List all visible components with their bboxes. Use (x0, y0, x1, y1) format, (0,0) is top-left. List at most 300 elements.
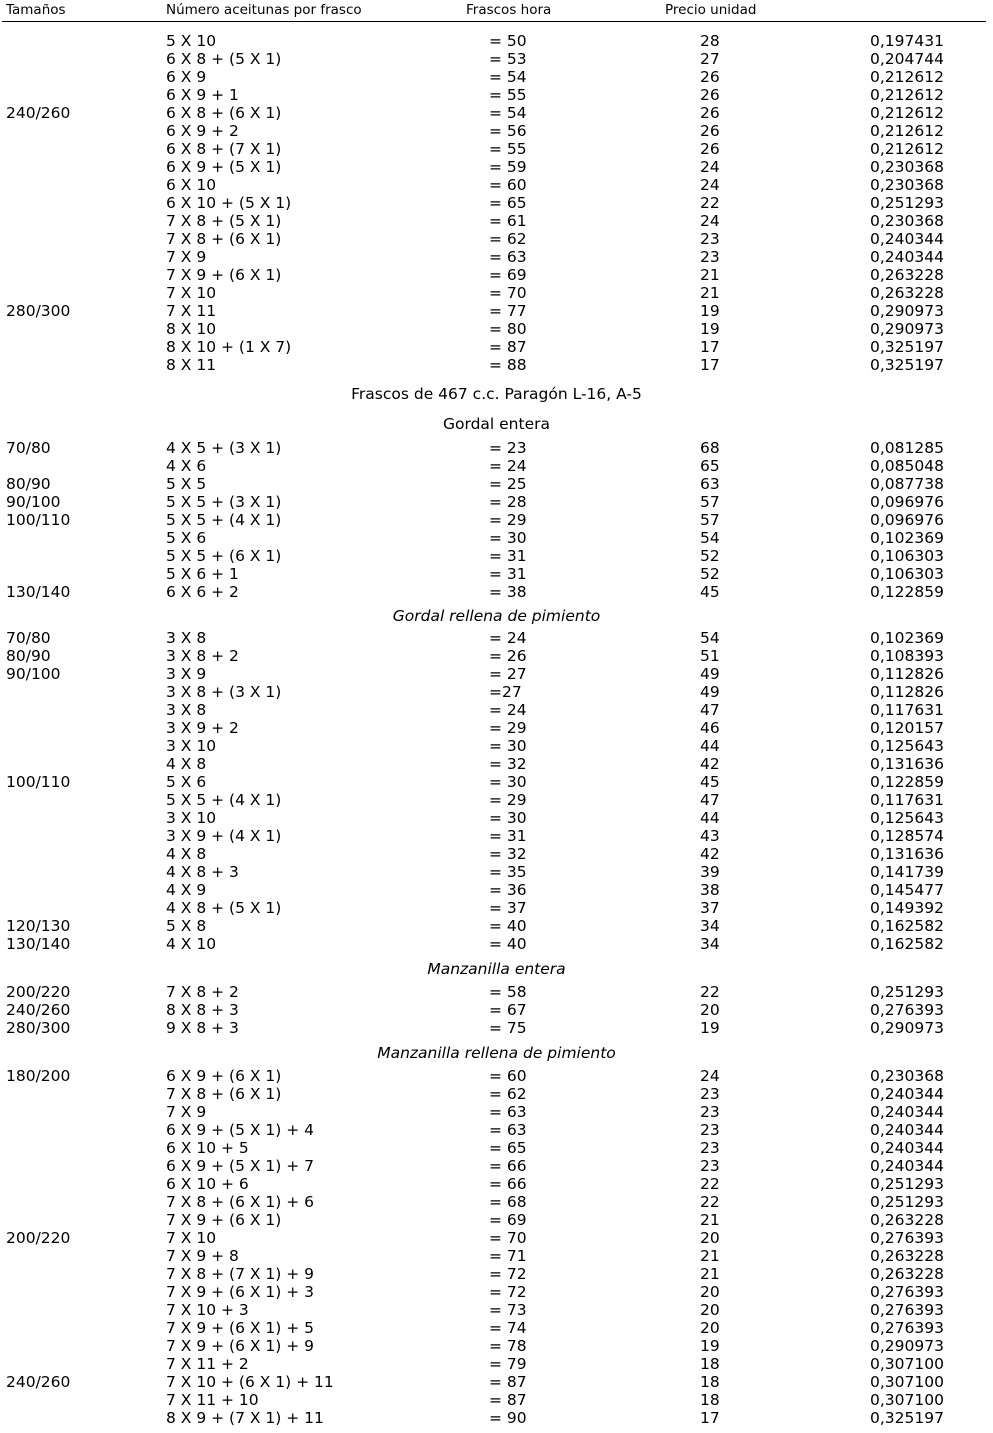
jars-per-hour-cell: = 72 (489, 1283, 527, 1301)
olive-count-cell: 7 X 8 + (7 X 1) + 9 (166, 1265, 315, 1283)
size-cell: 80/90 (6, 647, 51, 665)
units-cell: 24 (700, 1067, 720, 1085)
olive-count-cell: 7 X 11 + 2 (166, 1355, 249, 1373)
table-row (0, 647, 993, 665)
olive-count-cell: 8 X 10 + (1 X 7) (166, 338, 292, 356)
unit-price-cell: 0,230368 (870, 1067, 944, 1085)
table-row (0, 439, 993, 457)
unit-price-cell: 0,102369 (870, 629, 944, 647)
olive-count-cell: 7 X 9 + (6 X 1) (166, 1211, 282, 1229)
units-cell: 23 (700, 1121, 720, 1139)
jars-per-hour-cell: = 59 (489, 158, 527, 176)
unit-price-cell: 0,149392 (870, 899, 944, 917)
units-cell: 20 (700, 1001, 720, 1019)
olive-count-cell: 5 X 5 + (6 X 1) (166, 547, 282, 565)
table-row (0, 158, 993, 176)
table-row (0, 917, 993, 935)
units-cell: 27 (700, 50, 720, 68)
olive-count-cell: 4 X 9 (166, 881, 207, 899)
unit-price-cell: 0,230368 (870, 212, 944, 230)
olive-count-cell: 6 X 9 (166, 68, 207, 86)
olive-count-cell: 7 X 11 (166, 302, 217, 320)
jars-per-hour-cell: = 30 (489, 737, 527, 755)
jars-per-hour-cell: = 88 (489, 356, 527, 374)
olive-count-cell: 6 X 9 + (5 X 1) + 4 (166, 1121, 315, 1139)
unit-price-cell: 0,240344 (870, 1103, 944, 1121)
jars-per-hour-cell: = 29 (489, 719, 527, 737)
section-title-gordal-rellena: Gordal rellena de pimiento (392, 607, 601, 625)
size-cell: 280/300 (6, 1019, 71, 1037)
jars-per-hour-cell: = 80 (489, 320, 527, 338)
table-row (0, 1337, 993, 1355)
olive-count-cell: 5 X 10 (166, 32, 217, 50)
table-row (0, 1301, 993, 1319)
units-cell: 45 (700, 583, 720, 601)
table-row (0, 629, 993, 647)
size-cell: 70/80 (6, 629, 51, 647)
jars-per-hour-cell: = 68 (489, 1193, 527, 1211)
unit-price-cell: 0,106303 (870, 547, 944, 565)
unit-price-cell: 0,122859 (870, 583, 944, 601)
jars-per-hour-cell: = 63 (489, 1121, 527, 1139)
unit-price-cell: 0,290973 (870, 1337, 944, 1355)
olive-count-cell: 8 X 8 + 3 (166, 1001, 239, 1019)
table-row (0, 230, 993, 248)
olive-count-cell: 3 X 9 (166, 665, 207, 683)
jars-per-hour-cell: = 69 (489, 266, 527, 284)
olive-count-cell: 6 X 9 + (5 X 1) + 7 (166, 1157, 315, 1175)
units-cell: 20 (700, 1229, 720, 1247)
units-cell: 20 (700, 1283, 720, 1301)
units-cell: 19 (700, 1019, 720, 1037)
unit-price-cell: 0,212612 (870, 68, 944, 86)
olive-count-cell: 6 X 10 + (5 X 1) (166, 194, 292, 212)
jars-per-hour-cell: = 54 (489, 68, 527, 86)
jars-per-hour-cell: = 72 (489, 1265, 527, 1283)
table-row (0, 583, 993, 601)
table-row (0, 1265, 993, 1283)
jars-per-hour-cell: = 62 (489, 1085, 527, 1103)
unit-price-cell: 0,290973 (870, 1019, 944, 1037)
olive-count-cell: 7 X 10 (166, 1229, 217, 1247)
olive-count-cell: 3 X 10 (166, 737, 217, 755)
unit-price-cell: 0,204744 (870, 50, 944, 68)
jars-per-hour-cell: = 53 (489, 50, 527, 68)
table-row (0, 1355, 993, 1373)
table-row (0, 565, 993, 583)
jars-per-hour-cell: = 74 (489, 1319, 527, 1337)
table-row (0, 320, 993, 338)
jars-per-hour-cell: = 70 (489, 1229, 527, 1247)
units-cell: 46 (700, 719, 720, 737)
unit-price-cell: 0,290973 (870, 302, 944, 320)
jars-per-hour-cell: = 24 (489, 701, 527, 719)
units-cell: 63 (700, 475, 720, 493)
header-tamanos: Tamaños (6, 2, 66, 18)
jars-per-hour-cell: = 29 (489, 511, 527, 529)
jars-per-hour-cell: = 56 (489, 122, 527, 140)
unit-price-cell: 0,096976 (870, 493, 944, 511)
units-cell: 21 (700, 1265, 720, 1283)
olive-count-cell: 5 X 6 + 1 (166, 565, 239, 583)
jars-per-hour-cell: = 63 (489, 1103, 527, 1121)
units-cell: 57 (700, 511, 720, 529)
jars-per-hour-cell: = 69 (489, 1211, 527, 1229)
unit-price-cell: 0,307100 (870, 1373, 944, 1391)
olive-count-cell: 6 X 10 + 6 (166, 1175, 249, 1193)
olive-count-cell: 5 X 6 (166, 529, 207, 547)
jars-per-hour-cell: = 31 (489, 565, 527, 583)
unit-price-cell: 0,263228 (870, 1211, 944, 1229)
table-row (0, 935, 993, 953)
units-cell: 21 (700, 1247, 720, 1265)
jars-per-hour-cell: = 87 (489, 1373, 527, 1391)
table-row (0, 1121, 993, 1139)
table-row (0, 68, 993, 86)
units-cell: 26 (700, 104, 720, 122)
jars-per-hour-cell: = 60 (489, 176, 527, 194)
olive-count-cell: 7 X 9 + (6 X 1) + 9 (166, 1337, 315, 1355)
table-row (0, 140, 993, 158)
units-cell: 17 (700, 1409, 720, 1427)
jars-per-hour-cell: = 62 (489, 230, 527, 248)
unit-price-cell: 0,117631 (870, 701, 944, 719)
olive-count-cell: 8 X 10 (166, 320, 217, 338)
size-cell: 130/140 (6, 935, 71, 953)
jars-per-hour-cell: = 40 (489, 917, 527, 935)
table-row (0, 809, 993, 827)
jars-per-hour-cell: = 37 (489, 899, 527, 917)
table-row (0, 1103, 993, 1121)
units-cell: 21 (700, 284, 720, 302)
units-cell: 52 (700, 565, 720, 583)
jars-per-hour-cell: = 24 (489, 629, 527, 647)
jars-per-hour-cell: = 35 (489, 863, 527, 881)
units-cell: 22 (700, 1175, 720, 1193)
units-cell: 37 (700, 899, 720, 917)
units-cell: 26 (700, 86, 720, 104)
unit-price-cell: 0,112826 (870, 665, 944, 683)
olive-count-cell: 6 X 8 + (5 X 1) (166, 50, 282, 68)
unit-price-cell: 0,085048 (870, 457, 944, 475)
jars-per-hour-cell: = 30 (489, 529, 527, 547)
units-cell: 38 (700, 881, 720, 899)
jars-per-hour-cell: = 24 (489, 457, 527, 475)
jars-per-hour-cell: = 87 (489, 1391, 527, 1409)
jars-per-hour-cell: = 23 (489, 439, 527, 457)
jars-per-hour-cell: = 87 (489, 338, 527, 356)
size-cell: 90/100 (6, 493, 61, 511)
jars-per-hour-cell: = 78 (489, 1337, 527, 1355)
units-cell: 21 (700, 266, 720, 284)
olive-count-cell: 7 X 8 + (5 X 1) (166, 212, 282, 230)
olive-count-cell: 7 X 10 + (6 X 1) + 11 (166, 1373, 334, 1391)
table-row (0, 665, 993, 683)
size-cell: 130/140 (6, 583, 71, 601)
olive-count-cell: 7 X 9 + (6 X 1) + 3 (166, 1283, 315, 1301)
olive-count-cell: 4 X 8 + 3 (166, 863, 239, 881)
size-cell: 200/220 (6, 1229, 71, 1247)
olive-count-cell: 6 X 9 + 2 (166, 122, 239, 140)
units-cell: 65 (700, 457, 720, 475)
units-cell: 19 (700, 302, 720, 320)
table-row (0, 302, 993, 320)
size-cell: 180/200 (6, 1067, 71, 1085)
unit-price-cell: 0,102369 (870, 529, 944, 547)
size-cell: 200/220 (6, 983, 71, 1001)
unit-price-cell: 0,276393 (870, 1319, 944, 1337)
olive-count-cell: 4 X 8 (166, 755, 207, 773)
table-row (0, 1139, 993, 1157)
section-title-gordal-entera: Gordal entera (442, 415, 550, 433)
jars-per-hour-cell: = 71 (489, 1247, 527, 1265)
table-row (0, 1283, 993, 1301)
olive-count-cell: 7 X 9 + (6 X 1) (166, 266, 282, 284)
jars-per-hour-cell: = 70 (489, 284, 527, 302)
jars-per-hour-cell: = 73 (489, 1301, 527, 1319)
olive-count-cell: 4 X 6 (166, 457, 207, 475)
jars-per-hour-cell: = 67 (489, 1001, 527, 1019)
jars-per-hour-cell: = 36 (489, 881, 527, 899)
unit-price-cell: 0,125643 (870, 809, 944, 827)
unit-price-cell: 0,276393 (870, 1301, 944, 1319)
olive-count-cell: 7 X 9 (166, 248, 207, 266)
unit-price-cell: 0,263228 (870, 284, 944, 302)
olive-count-cell: 7 X 8 + (6 X 1) (166, 230, 282, 248)
unit-price-cell: 0,162582 (870, 935, 944, 953)
table-row (0, 899, 993, 917)
jars-per-hour-cell: = 65 (489, 194, 527, 212)
unit-price-cell: 0,240344 (870, 230, 944, 248)
table-row (0, 86, 993, 104)
header-frascos-hora: Frascos hora (466, 2, 552, 18)
table-row (0, 1175, 993, 1193)
size-cell: 90/100 (6, 665, 61, 683)
olive-count-cell: 3 X 8 (166, 629, 207, 647)
units-cell: 39 (700, 863, 720, 881)
unit-price-cell: 0,290973 (870, 320, 944, 338)
unit-price-cell: 0,162582 (870, 917, 944, 935)
unit-price-cell: 0,263228 (870, 1265, 944, 1283)
units-cell: 24 (700, 176, 720, 194)
table-row (0, 1409, 993, 1427)
units-cell: 34 (700, 935, 720, 953)
olive-count-cell: 3 X 9 + (4 X 1) (166, 827, 282, 845)
unit-price-cell: 0,212612 (870, 122, 944, 140)
units-cell: 17 (700, 338, 720, 356)
jars-per-hour-cell: = 55 (489, 140, 527, 158)
unit-price-cell: 0,307100 (870, 1391, 944, 1409)
unit-price-cell: 0,251293 (870, 1193, 944, 1211)
size-cell: 240/260 (6, 1373, 71, 1391)
unit-price-cell: 0,212612 (870, 140, 944, 158)
units-cell: 22 (700, 1193, 720, 1211)
jars-per-hour-cell: = 66 (489, 1175, 527, 1193)
unit-price-cell: 0,131636 (870, 755, 944, 773)
jars-per-hour-cell: =27 (489, 683, 522, 701)
unit-price-cell: 0,081285 (870, 439, 944, 457)
units-cell: 49 (700, 683, 720, 701)
olive-count-cell: 6 X 9 + (5 X 1) (166, 158, 282, 176)
jars-per-hour-cell: = 38 (489, 583, 527, 601)
units-cell: 44 (700, 809, 720, 827)
units-cell: 52 (700, 547, 720, 565)
units-cell: 24 (700, 158, 720, 176)
table-row (0, 511, 993, 529)
jars-per-hour-cell: = 32 (489, 845, 527, 863)
units-cell: 26 (700, 122, 720, 140)
units-cell: 68 (700, 439, 720, 457)
table-row (0, 32, 993, 50)
olive-count-cell: 7 X 9 + (6 X 1) + 5 (166, 1319, 315, 1337)
size-cell: 240/260 (6, 1001, 71, 1019)
table-row (0, 845, 993, 863)
jars-per-hour-cell: = 66 (489, 1157, 527, 1175)
table-row (0, 493, 993, 511)
table-row (0, 1211, 993, 1229)
units-cell: 20 (700, 1319, 720, 1337)
olive-count-cell: 7 X 8 + 2 (166, 983, 239, 1001)
units-cell: 44 (700, 737, 720, 755)
table-row (0, 266, 993, 284)
jars-per-hour-cell: = 28 (489, 493, 527, 511)
units-cell: 47 (700, 791, 720, 809)
units-cell: 17 (700, 356, 720, 374)
section-title-manzanilla-rellena: Manzanilla rellena de pimiento (377, 1044, 616, 1062)
olive-count-cell: 4 X 5 + (3 X 1) (166, 439, 282, 457)
table-row (0, 1319, 993, 1337)
jars-per-hour-cell: = 60 (489, 1067, 527, 1085)
table-row (0, 212, 993, 230)
olive-count-cell: 6 X 9 + (6 X 1) (166, 1067, 282, 1085)
table-row (0, 773, 993, 791)
jars-per-hour-cell: = 25 (489, 475, 527, 493)
units-cell: 24 (700, 212, 720, 230)
jars-per-hour-cell: = 30 (489, 809, 527, 827)
unit-price-cell: 0,325197 (870, 1409, 944, 1427)
unit-price-cell: 0,145477 (870, 881, 944, 899)
units-cell: 23 (700, 1157, 720, 1175)
olive-count-cell: 5 X 5 (166, 475, 207, 493)
units-cell: 21 (700, 1211, 720, 1229)
table-row (0, 248, 993, 266)
table-row (0, 356, 993, 374)
olive-count-cell: 5 X 8 (166, 917, 207, 935)
unit-price-cell: 0,106303 (870, 565, 944, 583)
table-row (0, 983, 993, 1001)
size-cell: 100/110 (6, 773, 71, 791)
olive-count-cell: 4 X 8 (166, 845, 207, 863)
units-cell: 22 (700, 194, 720, 212)
olive-count-cell: 6 X 8 + (6 X 1) (166, 104, 282, 122)
unit-price-cell: 0,131636 (870, 845, 944, 863)
header-numero-aceitunas: Número aceitunas por frasco (166, 2, 362, 18)
units-cell: 45 (700, 773, 720, 791)
unit-price-cell: 0,141739 (870, 863, 944, 881)
table-row (0, 194, 993, 212)
unit-price-cell: 0,325197 (870, 338, 944, 356)
unit-price-cell: 0,240344 (870, 248, 944, 266)
units-cell: 49 (700, 665, 720, 683)
olive-count-cell: 6 X 6 + 2 (166, 583, 239, 601)
olive-count-cell: 3 X 10 (166, 809, 217, 827)
units-cell: 18 (700, 1391, 720, 1409)
table-row (0, 719, 993, 737)
units-cell: 26 (700, 140, 720, 158)
table-row (0, 827, 993, 845)
unit-price-cell: 0,251293 (870, 983, 944, 1001)
olive-count-cell: 6 X 10 + 5 (166, 1139, 249, 1157)
table-row (0, 457, 993, 475)
table-row (0, 1193, 993, 1211)
unit-price-cell: 0,240344 (870, 1139, 944, 1157)
unit-price-cell: 0,251293 (870, 194, 944, 212)
unit-price-cell: 0,230368 (870, 176, 944, 194)
olive-count-cell: 3 X 8 (166, 701, 207, 719)
size-cell: 240/260 (6, 104, 71, 122)
table-row (0, 284, 993, 302)
unit-price-cell: 0,263228 (870, 266, 944, 284)
unit-price-cell: 0,212612 (870, 104, 944, 122)
unit-price-cell: 0,240344 (870, 1121, 944, 1139)
olive-count-cell: 7 X 8 + (6 X 1) + 6 (166, 1193, 315, 1211)
table-row (0, 104, 993, 122)
jars-per-hour-cell: = 90 (489, 1409, 527, 1427)
unit-price-cell: 0,117631 (870, 791, 944, 809)
table-row (0, 701, 993, 719)
olive-count-cell: 3 X 8 + (3 X 1) (166, 683, 282, 701)
unit-price-cell: 0,096976 (870, 511, 944, 529)
olive-count-cell: 8 X 11 (166, 356, 217, 374)
unit-price-cell: 0,240344 (870, 1085, 944, 1103)
units-cell: 23 (700, 248, 720, 266)
jars-per-hour-cell: = 65 (489, 1139, 527, 1157)
table-row (0, 1373, 993, 1391)
olive-count-cell: 3 X 8 + 2 (166, 647, 239, 665)
jars-per-hour-cell: = 31 (489, 827, 527, 845)
jars-per-hour-cell: = 31 (489, 547, 527, 565)
unit-price-cell: 0,128574 (870, 827, 944, 845)
jars-per-hour-cell: = 32 (489, 755, 527, 773)
jars-per-hour-cell: = 63 (489, 248, 527, 266)
table-row (0, 1391, 993, 1409)
units-cell: 23 (700, 1139, 720, 1157)
table-row (0, 791, 993, 809)
olive-count-cell: 7 X 10 (166, 284, 217, 302)
unit-price-cell: 0,307100 (870, 1355, 944, 1373)
units-cell: 57 (700, 493, 720, 511)
olive-count-cell: 7 X 9 + 8 (166, 1247, 239, 1265)
units-cell: 54 (700, 629, 720, 647)
unit-price-cell: 0,230368 (870, 158, 944, 176)
unit-price-cell: 0,276393 (870, 1001, 944, 1019)
header-precio-unidad: Precio unidad (665, 2, 757, 18)
table-row (0, 737, 993, 755)
jars-per-hour-cell: = 58 (489, 983, 527, 1001)
jars-per-hour-cell: = 79 (489, 1355, 527, 1373)
table-row (0, 547, 993, 565)
units-cell: 28 (700, 32, 720, 50)
units-cell: 23 (700, 230, 720, 248)
unit-price-cell: 0,251293 (870, 1175, 944, 1193)
size-cell: 70/80 (6, 439, 51, 457)
section-title-frascos: Frascos de 467 c.c. Paragón L-16, A-5 (351, 385, 642, 403)
unit-price-cell: 0,276393 (870, 1283, 944, 1301)
size-cell: 100/110 (6, 511, 71, 529)
table-row (0, 475, 993, 493)
jars-per-hour-cell: = 55 (489, 86, 527, 104)
table-row (0, 1019, 993, 1037)
